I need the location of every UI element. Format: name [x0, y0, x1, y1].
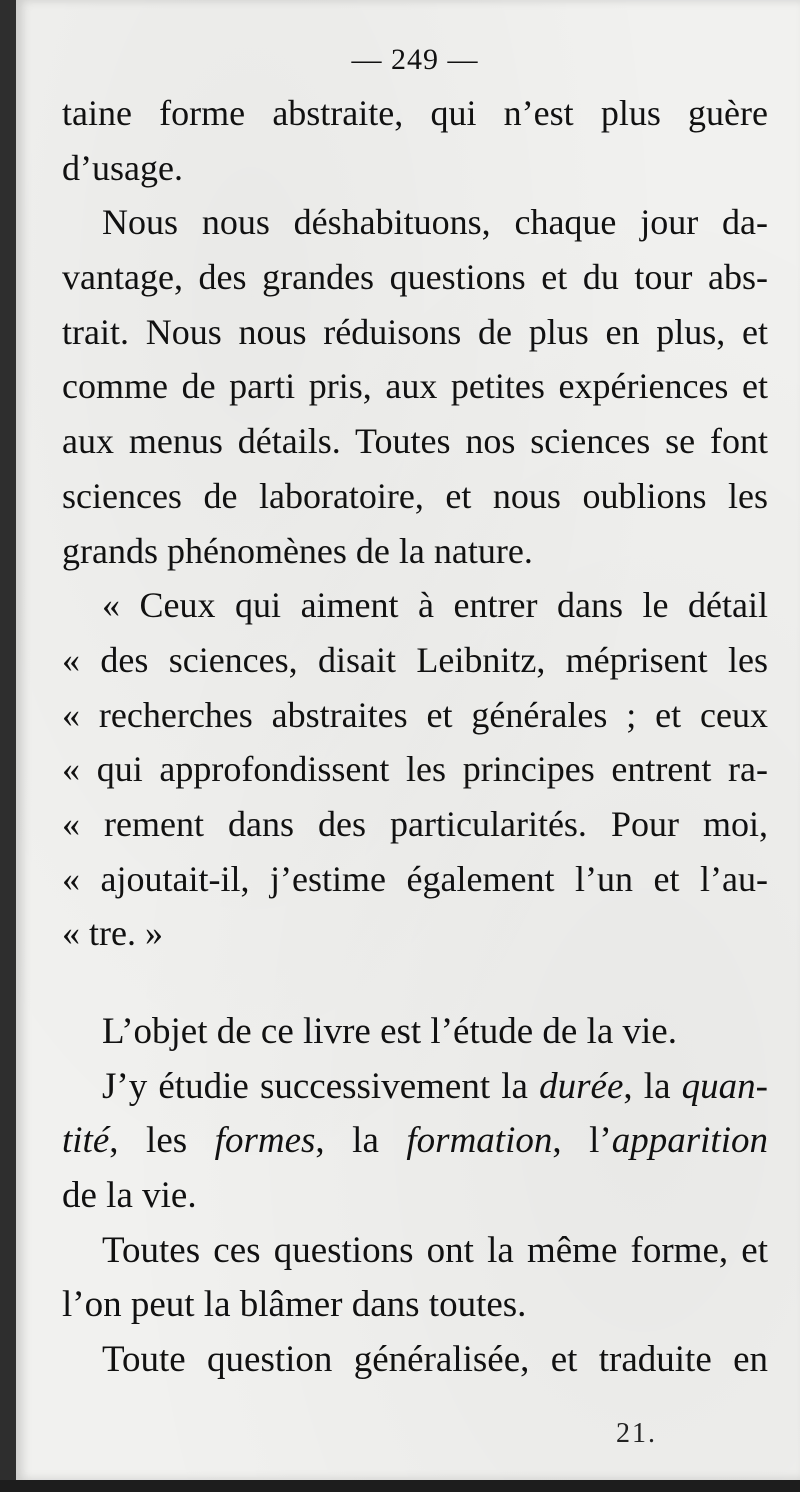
text-block-lower [62, 1005, 768, 1388]
text-line [62, 1060, 768, 1115]
text-line: trait. Nous nous réduisons de plus en plus, et [62, 311, 768, 352]
text-run: , les [109, 1120, 215, 1162]
text-line: Toutes ces questions ont la même forme, et [102, 1229, 768, 1271]
italic-term: quan- [681, 1065, 768, 1107]
book-page [16, 0, 800, 1480]
text-run: , la [315, 1120, 407, 1162]
text-line: aux menus détails. Toutes nos sciences se font [62, 421, 768, 462]
text-line: « Ceux qui aiment à entrer dans le détail [102, 585, 768, 626]
text-run: J’y étudie successivement la [102, 1065, 540, 1107]
text-line: de la vie. [62, 1175, 197, 1217]
text-line: grands phénomènes de la nature. [62, 530, 533, 571]
paragraph [62, 1333, 768, 1388]
text-line: « des sciences, disait Leibnitz, méprisent les [62, 639, 768, 680]
page-number: — 249 — [351, 43, 479, 76]
text-line: d’usage. [62, 147, 183, 188]
section-gap [62, 961, 768, 1005]
page-content [62, 40, 768, 1388]
text-line: sciences de laboratoire, et nous oublions les [62, 475, 768, 516]
text-line: « recherches abstraites et générales ; et ceux [62, 694, 768, 735]
text-line: L’objet de ce livre est l’étude de la vie. [102, 1011, 677, 1052]
paragraph [62, 86, 768, 195]
paragraph [62, 1224, 768, 1333]
scan-bottom-edge [0, 1480, 800, 1492]
text-line: « qui approfondissent les principes entrent ra- [62, 749, 768, 790]
text-line: « rement dans des particularités. Pour moi, [62, 803, 768, 844]
text-line: taine forme abstraite, qui n’est plus guère [62, 93, 768, 133]
text-block-upper [62, 86, 768, 961]
text-line: « tre. » [62, 913, 163, 954]
text-line [62, 1114, 768, 1169]
text-line: vantage, des grandes questions et du tour abs- [62, 257, 768, 298]
italic-term: tité [62, 1120, 110, 1162]
italic-term: formation [406, 1120, 553, 1162]
text-line: Toute question généralisée, et traduite en [102, 1339, 768, 1381]
italic-term: durée [539, 1065, 624, 1107]
paragraph [62, 1060, 768, 1224]
text-run: , l’ [552, 1120, 612, 1162]
text-line: comme de parti pris, aux petites expériences et [62, 366, 768, 407]
italic-term: apparition [611, 1120, 768, 1162]
paragraph [62, 195, 768, 578]
text-line: Nous nous déshabituons, chaque jour da- [102, 202, 768, 243]
italic-term: formes [214, 1120, 316, 1162]
signature-mark: 21. [616, 1418, 657, 1449]
text-line: « ajoutait-il, j’estime également l’un et l’au- [62, 858, 768, 899]
quotation-paragraph [62, 578, 768, 961]
text-line: l’on peut la blâmer dans toutes. [62, 1284, 527, 1326]
text-run: , la [623, 1065, 682, 1107]
paragraph [62, 1005, 768, 1060]
